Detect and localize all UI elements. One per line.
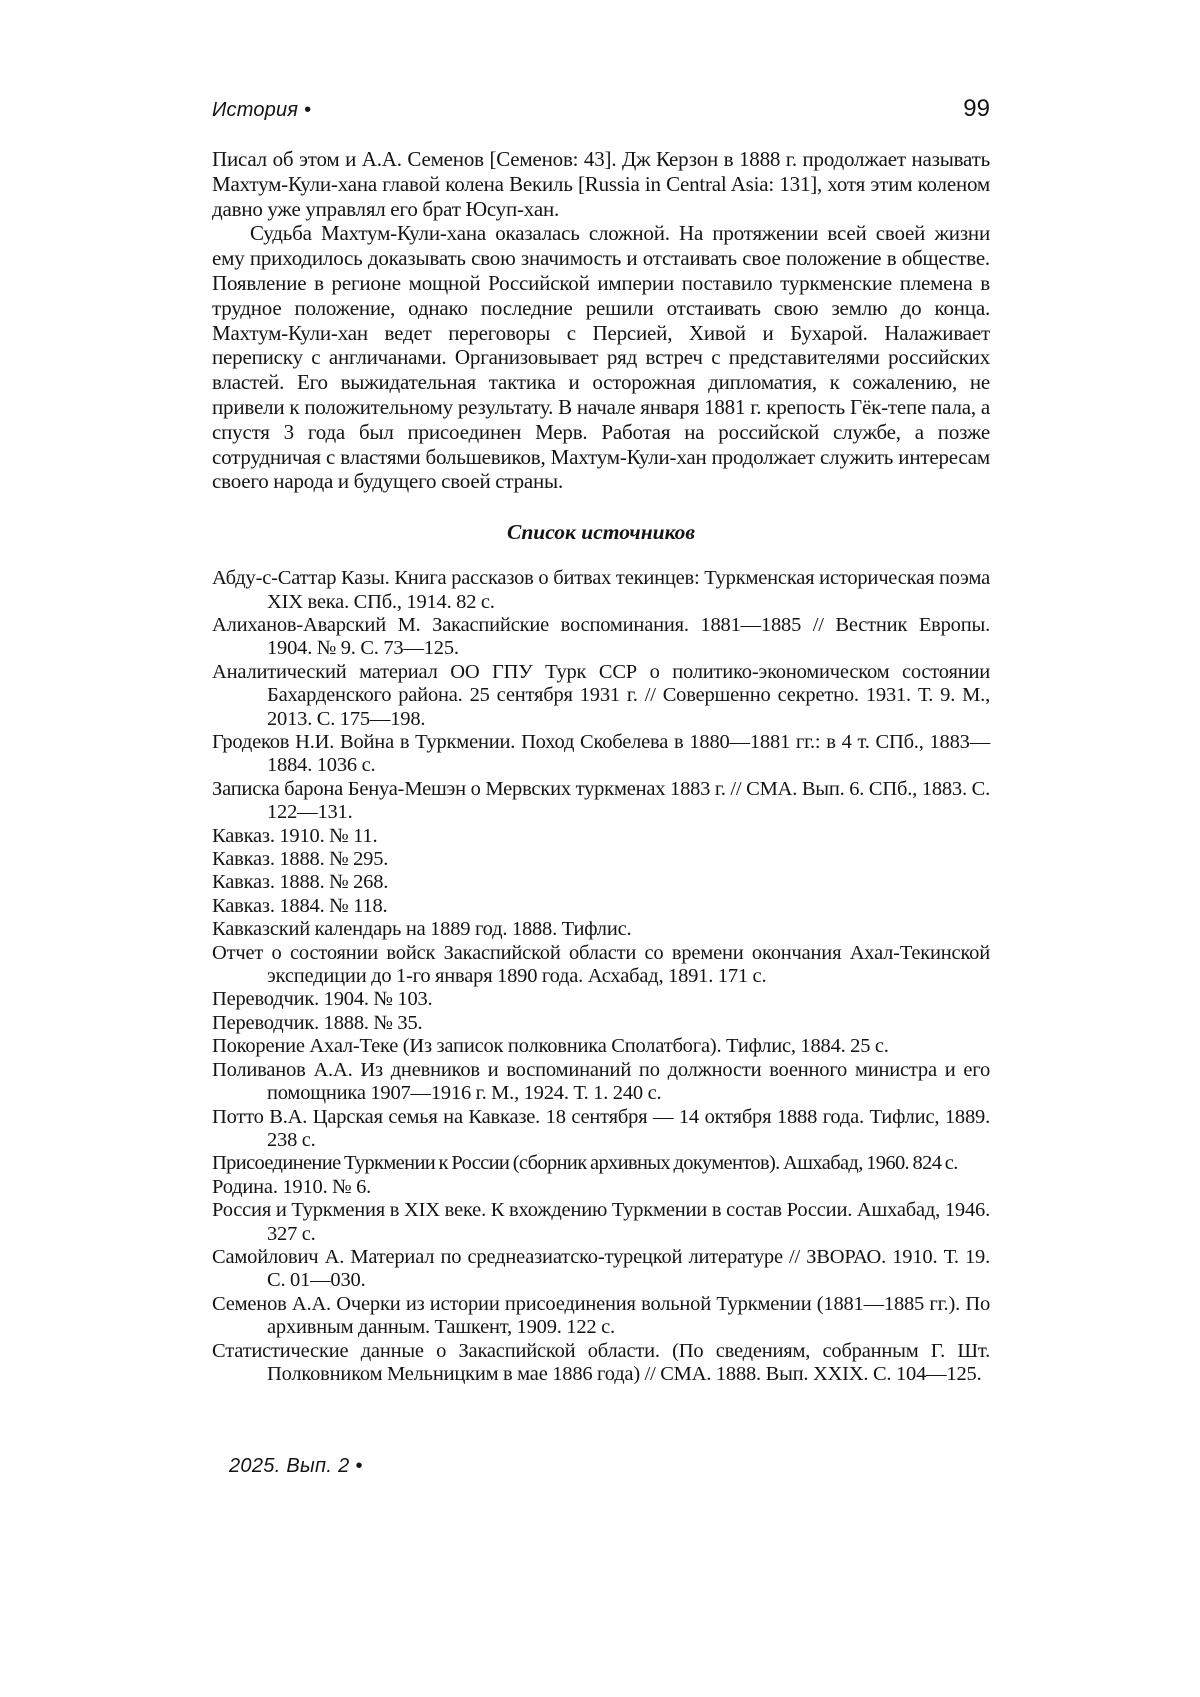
bibliography-entry: Кавказ. 1884. № 118.	[212, 894, 388, 917]
bibliography-entry: Переводчик. 1904. № 103.	[212, 988, 433, 1011]
bibliography-entry: Алиханов-Аварский М. Закаспийские воспоминания. 1881—1885 // Вестник Европы. 1904. № 9. С. 73—125.	[212, 613, 990, 660]
page-content	[212, 147, 990, 1386]
body-paragraph-1: Писал об этом и А.А. Семенов [Семенов: 43]. Дж Керзон в 1888 г. продолжает называть Махтум-Кули-хана главой колена Векиль [Russia in Central Asia: 131], хотя этим коленом давно уже управлял его брат Юсуп-хан.	[212, 147, 990, 221]
page-header	[212, 95, 990, 123]
page-footer	[229, 1455, 363, 1478]
bibliography-entry: Отчет о состоянии войск Закаспийской области со времени окончания Ахал-Текинской экспедиции до 1-го января 1890 года. Асхабад, 1891. 171 с.	[212, 941, 990, 988]
bibliography-entry: Самойлович А. Материал по среднеазиатско-турецкой литературе // ЗВОРАО. 1910. Т. 19. С. 01—030.	[212, 1245, 990, 1292]
bibliography-entry: Поливанов А.А. Из дневников и воспоминаний по должности военного министра и его помощника 1907—1916 г. М., 1924. Т. 1. 240 с.	[212, 1058, 990, 1105]
page-number: 99	[963, 95, 990, 122]
bibliography-list	[212, 567, 990, 1386]
bibliography-entry: Кавказ. 1888. № 268.	[212, 871, 389, 894]
running-title: История •	[212, 99, 312, 121]
bibliography-entry: Переводчик. 1888. № 35.	[212, 1011, 423, 1034]
bibliography-entry: Абду-с-Саттар Казы. Книга рассказов о битвах текинцев: Туркменская историческая поэма XIX века. СПб., 1914. 82 с.	[212, 567, 990, 613]
bibliography-entry: Покорение Ахал-Теке (Из записок полковника Сполатбога). Тифлис, 1884. 25 с.	[212, 1035, 889, 1058]
bibliography-entry: Кавказ. 1888. № 295.	[212, 848, 389, 871]
body-paragraph-2: Судьба Махтум-Кули-хана оказалась сложной. На протяжении всей своей жизни ему приходилось доказывать свою значимость и отстаивать свое положение в обществе. Появление в регионе мощной Российской империи поставило туркменские племена в трудное положение, однако последние решили отстаивать свою землю до конца. Махтум-Кули-хан ведет переговоры с Персией, Хивой и Бухарой. Налаживает переписку с англичанами. Организовывает ряд встреч с представителями российских властей. Его выжидательная тактика и осторожная дипломатия, к сожалению, не привели к положительному результату. В начале января 1881 г. крепость Гёк-тепе пала, а спустя 3 года был присоединен Мерв. Работая на российской службе, а позже сотрудничая с властями большевиков, Махтум-Кули-хан продолжает служить интересам своего народа и будущего своей страны.	[212, 221, 990, 494]
bibliography-entry: Присоединение Туркмении к России (сборник архивных документов). Ашхабад, 1960. 824 с.	[212, 1152, 958, 1175]
bibliography-entry: Гродеков Н.И. Война в Туркмении. Поход Скобелева в 1880—1881 гг.: в 4 т. СПб., 1883—1884. 1036 с.	[212, 731, 990, 777]
bibliography-entry: Записка барона Бенуа-Мешэн о Мервских туркменах 1883 г. // СМА. Вып. 6. СПб., 1883. С. 122—131.	[212, 777, 990, 824]
bibliography-entry: Кавказский календарь на 1889 год. 1888. Тифлис.	[212, 918, 632, 941]
bibliography-entry: Кавказ. 1910. № 11.	[212, 824, 378, 847]
bibliography-entry: Семенов А.А. Очерки из истории присоединения вольной Туркмении (1881—1885 гг.). По архивным данным. Ташкент, 1909. 122 с.	[212, 1292, 990, 1339]
bibliography-entry: Россия и Туркмения в XIX веке. К вхождению Туркмении в состав России. Ашхабад, 1946. 327 с.	[212, 1199, 990, 1245]
bibliography-entry: Родина. 1910. № 6.	[212, 1175, 372, 1198]
bibliography-entry: Потто В.А. Царская семья на Кавказе. 18 сентября — 14 октября 1888 года. Тифлис, 1889. 238 с.	[212, 1105, 990, 1151]
footer-issue-label: 2025. Вып. 2 •	[229, 1455, 363, 1477]
bibliography-entry: Статистические данные о Закаспийской области. (По сведениям, собранным Г. Шт. Полковником Мельницким в мае 1886 года) // СМА. 1888. Вып. XXIX. С. 104—125.	[212, 1339, 990, 1385]
bibliography-entry: Аналитический материал ОО ГПУ Турк ССР о политико-экономическом состоянии Бахарденского района. 25 сентября 1931 г. // Совершенно секретно. 1931. Т. 9. М., 2013. С. 175—198.	[212, 660, 990, 730]
sources-heading: Список источников	[506, 520, 696, 545]
